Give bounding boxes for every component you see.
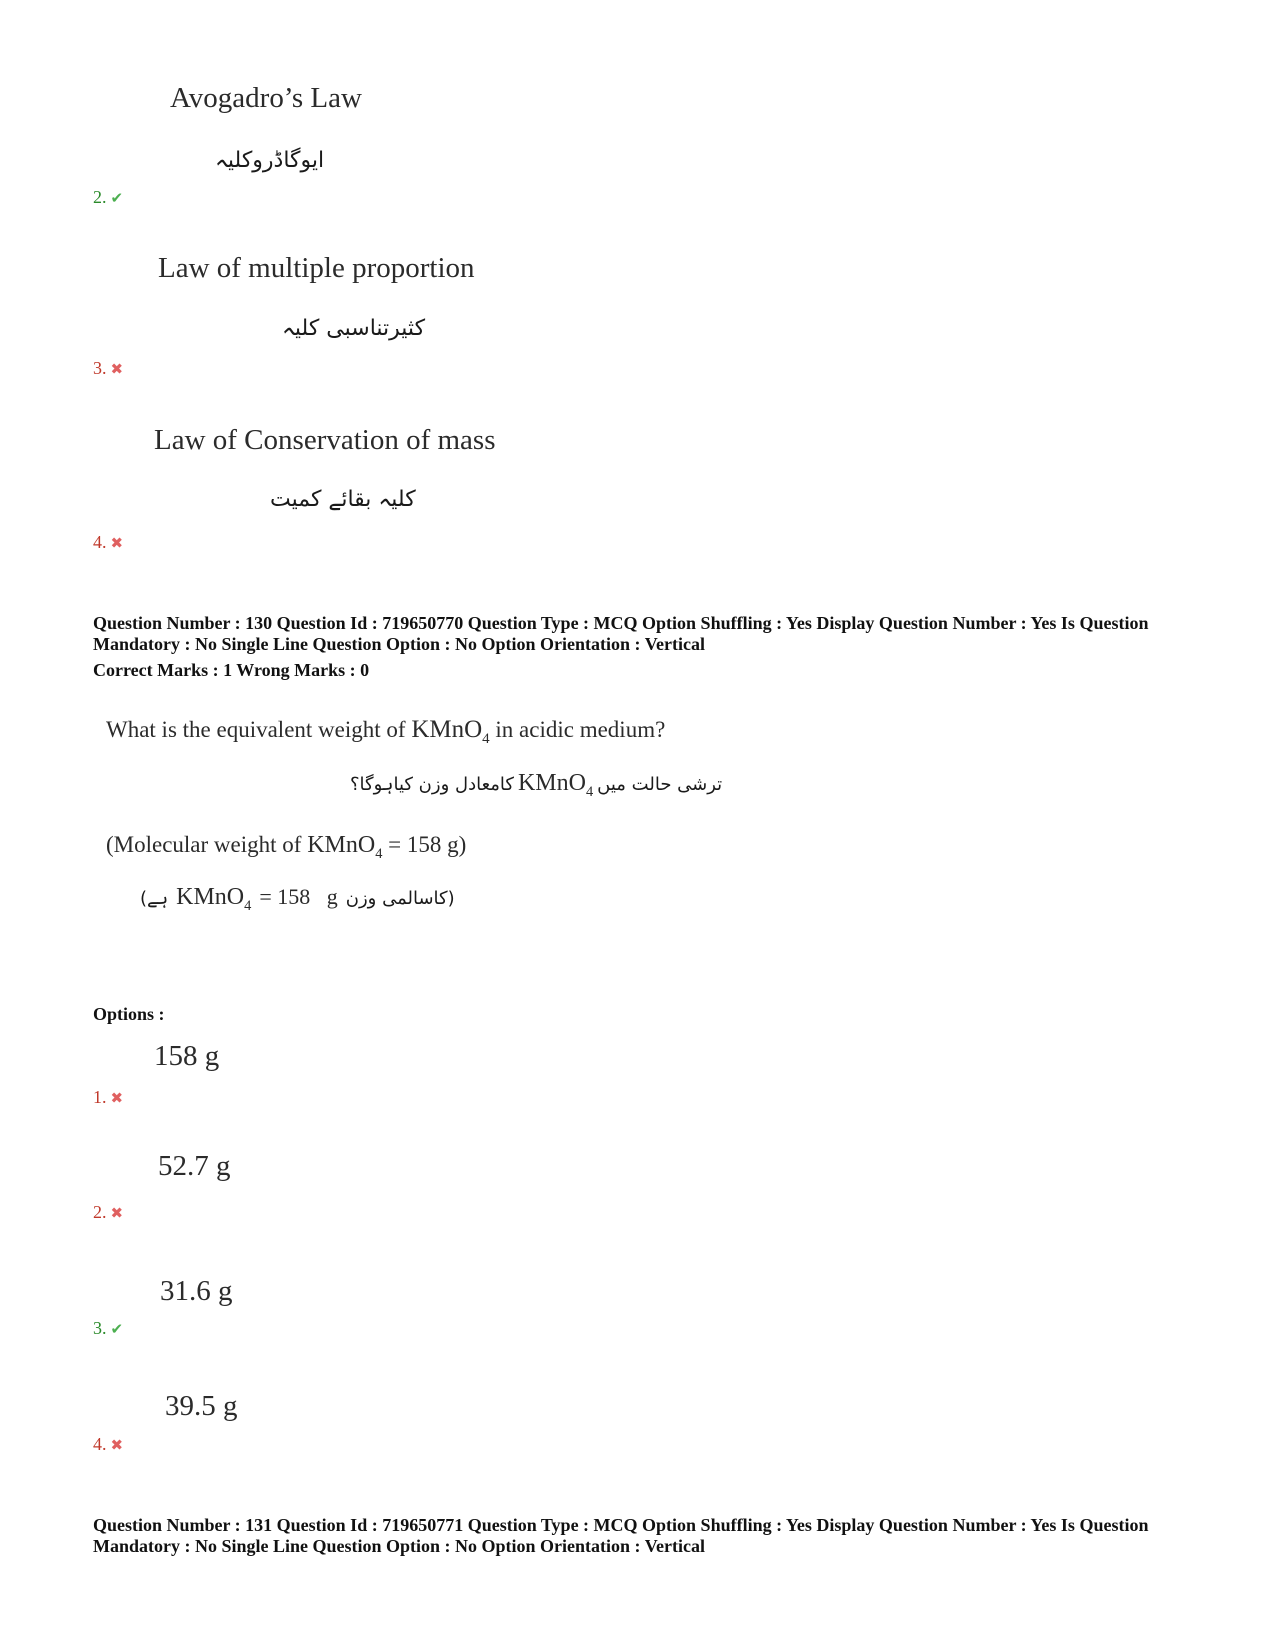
mw-post: = 158 g) <box>388 832 467 857</box>
prev-option-2-urdu: ایوگاڈروکلیہ <box>215 148 325 173</box>
option-1-value: 158 g <box>154 1040 220 1072</box>
mw-pre: (Molecular weight of <box>106 832 302 857</box>
option-number-label: 1. <box>93 1087 107 1107</box>
option-2-number <box>93 1202 123 1223</box>
question-text-ur <box>350 770 722 801</box>
option-2-value: 52.7 g <box>158 1150 231 1182</box>
option-4-number <box>93 1434 123 1455</box>
option-number-label: 4. <box>93 1434 107 1454</box>
check-icon: ✔ <box>110 1319 124 1338</box>
formula-ur <box>518 770 593 801</box>
prev-option-4-number <box>93 532 123 553</box>
formula-subscript: 4 <box>244 897 252 914</box>
option-1-number <box>93 1087 123 1108</box>
prev-option-3-urdu: کثیرتناسبی کلیہ <box>282 316 426 341</box>
option-number-label: 4. <box>93 532 107 552</box>
prev-option-4-urdu: کلیہ بقائے کمیت <box>270 487 416 512</box>
prev-option-4-text: Law of Conservation of mass <box>154 424 496 456</box>
question-text-post: in acidic medium? <box>495 717 666 742</box>
prev-option-3-text: Law of multiple proportion <box>158 252 475 284</box>
mw-ur-pre: (کاسالمی وزن <box>345 888 455 909</box>
formula <box>411 716 490 747</box>
question-text-ur-post: کامعادل وزن کیاہوگا؟ <box>350 774 514 795</box>
mw-ur-post: ہے) <box>140 888 169 909</box>
question-meta: Question Number : 130 Question Id : 719650770 Question Type : MCQ Option Shuffling : Yes Display Question Number : Yes Is Question Mandatory : No Single Line Question Option : No Option Orientation : Vertical <box>93 613 1149 654</box>
formula-text: KMnO <box>411 716 483 743</box>
formula-ur <box>176 884 251 915</box>
formula-text: KMnO <box>307 832 376 858</box>
formula-text: KMnO <box>176 884 245 910</box>
question-marks: Correct Marks : 1 Wrong Marks : 0 <box>93 660 370 680</box>
next-question-meta: Question Number : 131 Question Id : 719650771 Question Type : MCQ Option Shuffling : Yes Display Question Number : Yes Is Question Mandatory : No Single Line Question Option : No Option Orientation : Vertical <box>93 1515 1149 1556</box>
cross-icon: ✖ <box>110 1435 124 1454</box>
formula-subscript: 4 <box>482 731 490 747</box>
formula-text: KMnO <box>517 770 586 796</box>
molecular-weight-ur <box>140 884 455 915</box>
prev-option-2-text: Avogadro’s Law <box>170 82 362 114</box>
option-number-label: 3. <box>93 1318 107 1338</box>
cross-icon: ✖ <box>110 533 124 552</box>
formula <box>307 832 383 862</box>
option-4-value: 39.5 g <box>165 1390 238 1422</box>
formula-subscript: 4 <box>585 783 594 800</box>
molecular-weight-en <box>106 832 466 863</box>
question-text-ur-pre: ترشی حالت میں <box>597 774 723 795</box>
prev-option-3-number <box>93 358 123 379</box>
cross-icon: ✖ <box>110 1203 124 1222</box>
question-text-en <box>106 716 665 748</box>
options-label: Options : <box>93 1004 165 1024</box>
cross-icon: ✖ <box>110 359 124 378</box>
option-number-label: 2. <box>93 1202 107 1222</box>
question-text-pre: What is the equivalent weight of <box>106 717 406 742</box>
option-number-label: 2. <box>93 187 107 207</box>
check-icon: ✔ <box>110 188 124 207</box>
option-3-number <box>93 1318 123 1339</box>
mw-ur-value: = 158 g <box>259 884 338 909</box>
formula-subscript: 4 <box>375 845 383 862</box>
option-3-value: 31.6 g <box>160 1275 233 1307</box>
option-number-label: 3. <box>93 358 107 378</box>
prev-option-2-number <box>93 187 123 208</box>
cross-icon: ✖ <box>110 1088 124 1107</box>
